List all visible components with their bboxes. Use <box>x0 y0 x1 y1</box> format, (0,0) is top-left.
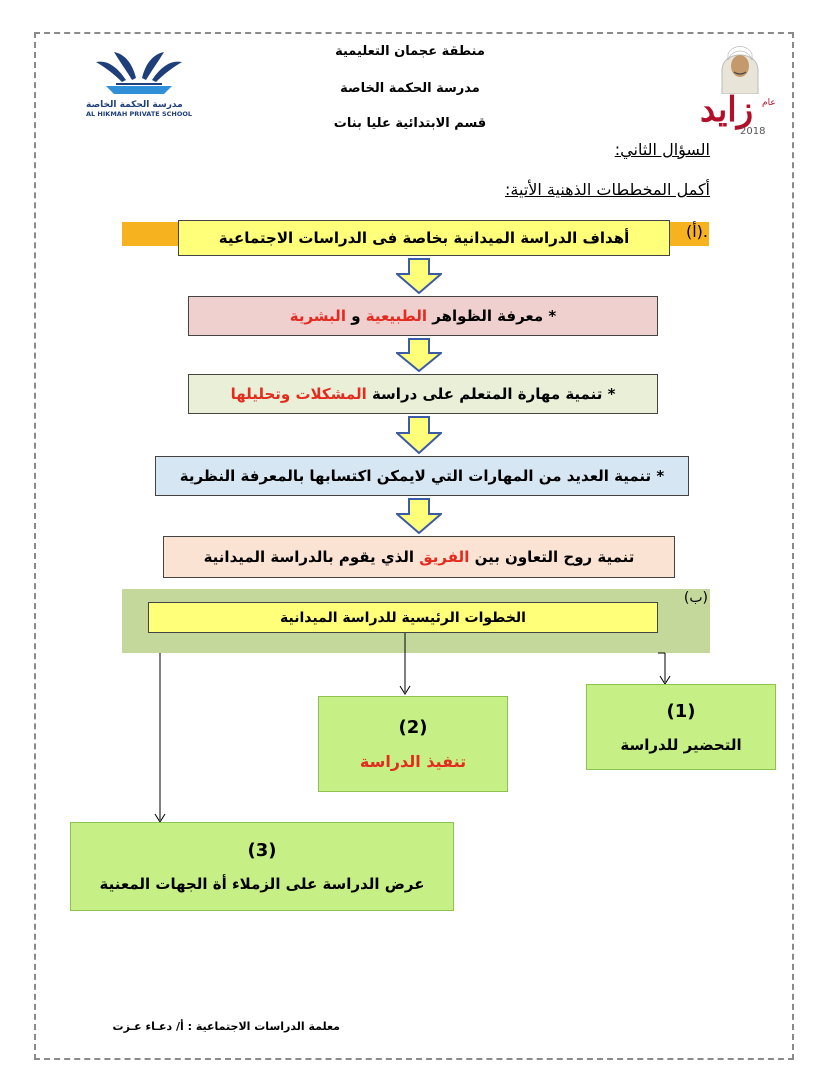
school-logo-english: AL HIKMAH PRIVATE SCHOOL <box>86 110 193 118</box>
goal-4-prefix: تنمية روح التعاون بين <box>469 548 635 566</box>
goal-2-problems: المشكلات وتحليلها <box>230 385 367 403</box>
question-title: السؤال الثاني: <box>614 140 710 159</box>
step-box-2 <box>318 696 508 792</box>
step-1-label: التحضير للدراسة <box>620 735 742 754</box>
school-logo-arabic: مدرسة الحكمة الخاصة <box>86 100 183 110</box>
step-1-number: (1) <box>666 700 696 722</box>
header-school: مدرسة الحكمة الخاصة <box>340 81 480 96</box>
step-3-label: عرض الدراسة على الزملاء أة الجهات المعنية <box>99 875 425 893</box>
step-2-number: (2) <box>398 717 428 738</box>
goal-1-prefix: * معرفة الظواهر <box>427 307 557 325</box>
step-3-number: (3) <box>247 840 277 861</box>
footer-teacher: معلمة الدراسات الاجتماعية : أ/ دعـاء عـزت <box>112 1020 340 1033</box>
step-box-3 <box>70 822 454 911</box>
goal-2-prefix: * تنمية مهارة المتعلم على دراسة <box>366 385 616 403</box>
step-2-label: تنفيذ الدراسة <box>359 752 467 771</box>
question-instruction: أكمل المخططات الذهنية الأتية: <box>505 180 710 199</box>
goal-3-text: * تنمية العديد من المهارات التي لايمكن اكتسابها بالمعرفة النظرية <box>179 467 665 485</box>
goal-1-human: البشرية <box>289 307 346 325</box>
zayed-am: عام <box>762 98 776 108</box>
section-a-marker: .(أ) <box>685 222 708 241</box>
section-b-marker: (ب) <box>683 590 708 606</box>
section-a-title: أهداف الدراسة الميدانية بخاصة فى الدراسات الاجتماعية <box>218 229 630 247</box>
zayed-word: زايد <box>700 90 754 130</box>
step-box-1 <box>586 684 776 770</box>
goal-4-suffix: الذي يقوم بالدراسة الميدانية <box>203 548 420 566</box>
header-section: قسم الابتدائية عليا بنات <box>333 116 487 131</box>
section-b-title: الخطوات الرئيسية للدراسة الميدانية <box>280 609 526 626</box>
zayed-year: 2018 <box>740 126 766 137</box>
goal-1-natural: الطبيعية <box>365 307 428 325</box>
header-region: منطقة عجمان التعليمية <box>335 44 485 59</box>
goal-1-and: و <box>345 307 366 325</box>
goal-4-team: الفريق <box>419 548 470 566</box>
